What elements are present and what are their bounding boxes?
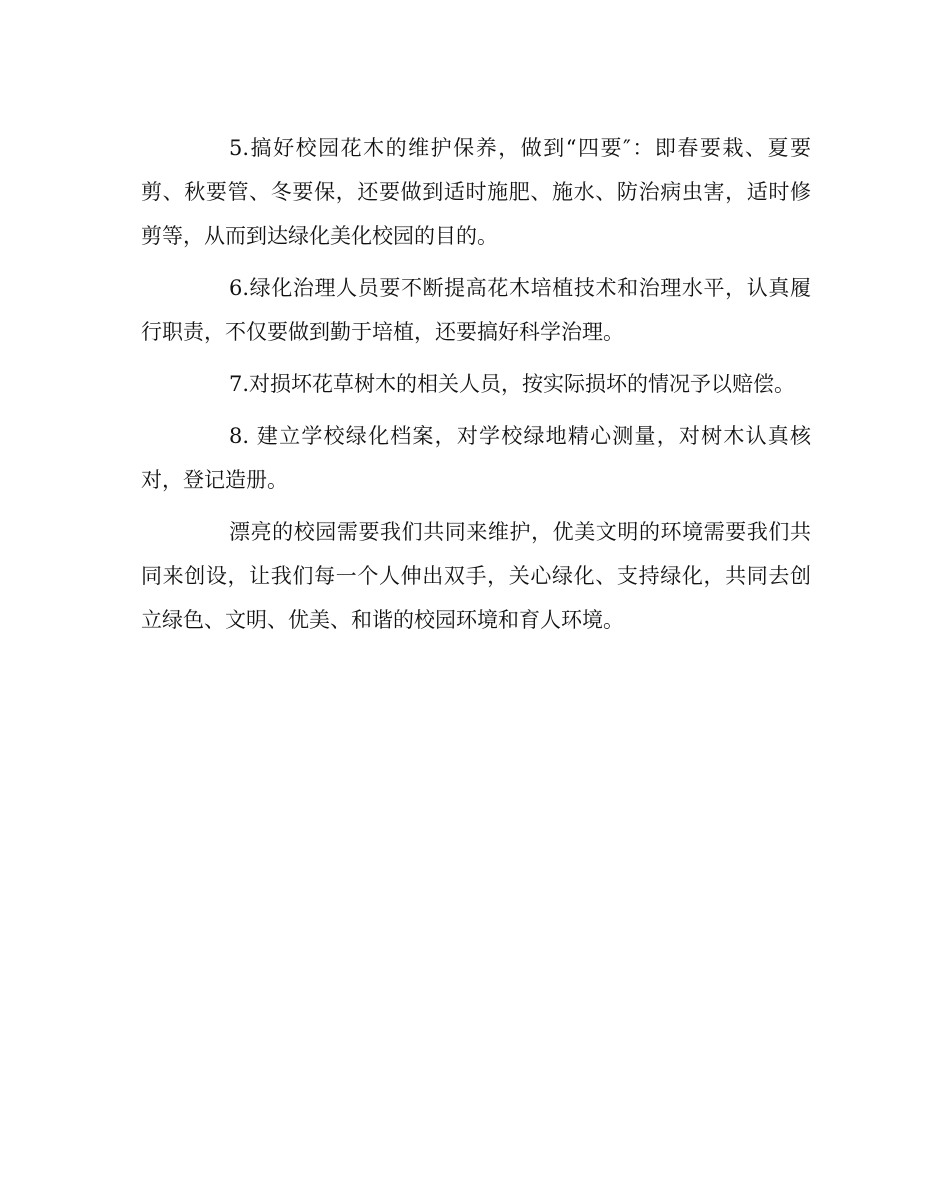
paragraph-item-7: 7.对损坏花草树木的相关人员，按实际损坏的情况予以赔偿。 bbox=[229, 372, 796, 396]
document-body bbox=[141, 126, 811, 650]
paragraph-item-6: 6.绿化治理人员要不断提高花木培植技术和治理水平，认真履行职责，不仅要做到勤于培植，还要搞好科学治理。 bbox=[141, 276, 811, 344]
paragraph-closing: 漂亮的校园需要我们共同来维护，优美文明的环境需要我们共同来创设，让我们每一个人伸出双手，关心绿化、支持绿化，共同去创立绿色、文明、优美、和谐的校园环境和育人环境。 bbox=[141, 520, 811, 632]
paragraph-item-8: 8. 建立学校绿化档案，对学校绿地精心测量，对树木认真核对，登记造册。 bbox=[141, 424, 811, 492]
paragraph-item-5: 5.搞好校园花木的维护保养，做到“四要″：即春要栽、夏要剪、秋要管、冬要保，还要做到适时施肥、施水、防治病虫害，适时修剪等，从而到达绿化美化校园的目的。 bbox=[141, 136, 811, 248]
